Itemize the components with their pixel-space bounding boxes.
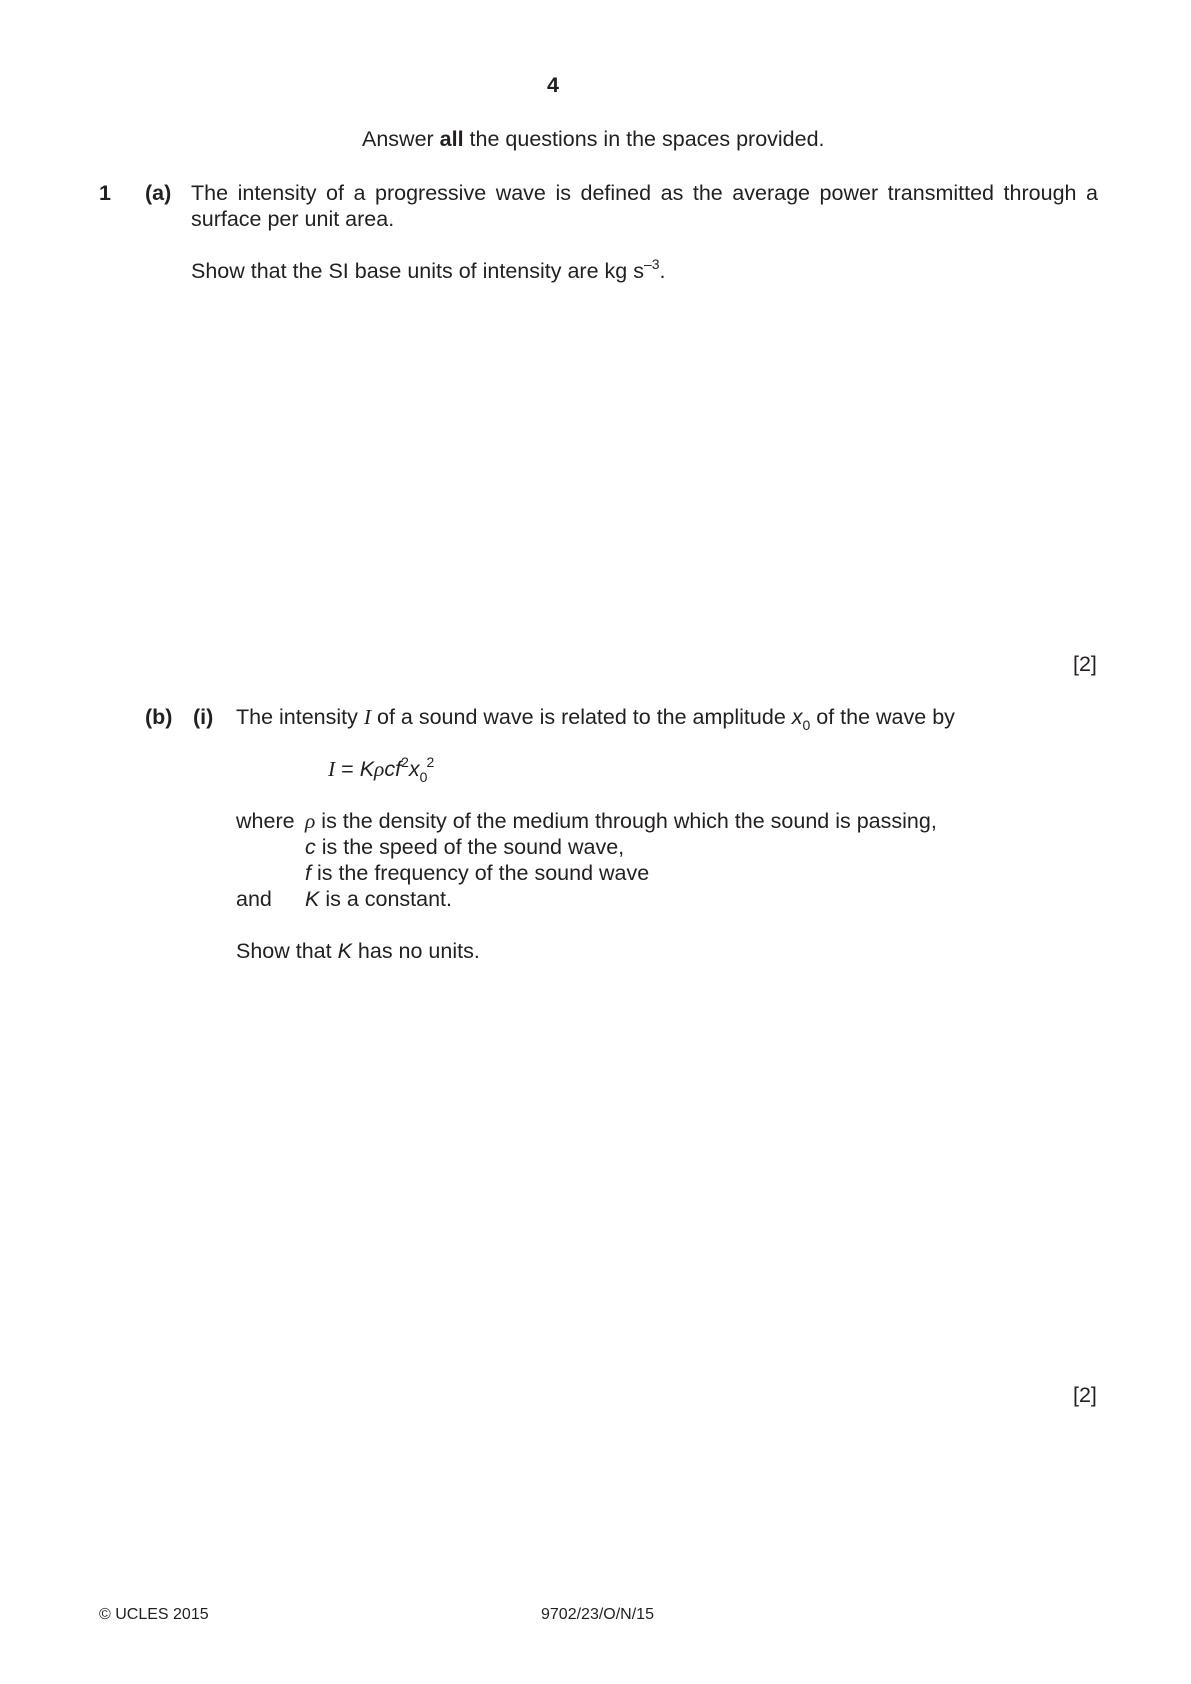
def-c-text: is the speed of the sound wave, — [315, 835, 625, 859]
where-label: where — [236, 809, 295, 833]
eq-K: K — [359, 757, 375, 781]
instruction-pre: Answer — [362, 127, 440, 151]
part-b-marks: [2] — [1073, 1383, 1097, 1407]
intro-mid: of a sound wave is related to the amplitude — [371, 705, 792, 729]
part-b-show-that — [236, 939, 480, 964]
def-K-text: is a constant. — [319, 887, 452, 911]
answer-space-b-i[interactable] — [236, 975, 1098, 1365]
footer-paper-code: 9702/23/O/N/15 — [541, 1606, 654, 1623]
intro-post: of the wave by — [810, 705, 955, 729]
answer-space-a[interactable] — [191, 295, 1098, 635]
def-f-symbol: f — [305, 861, 311, 885]
eq-rho: ρ — [374, 757, 385, 781]
part-a-line1: The intensity of a progressive wave is defined as the average power transmitted through a — [191, 181, 1098, 205]
eq-f-exponent: 2 — [401, 754, 409, 770]
instruction-post: the questions in the spaces provided. — [463, 127, 825, 151]
def-rho-symbol: ρ — [305, 809, 316, 833]
intensity-equation — [328, 754, 435, 785]
show-post: has no units. — [351, 939, 480, 963]
eq-c: c — [384, 757, 396, 781]
part-a-show-text: Show that the SI base units of intensity are kg s — [191, 259, 644, 283]
intro-x-subscript: 0 — [802, 717, 811, 733]
page-number: 4 — [547, 73, 559, 97]
show-K-symbol: K — [337, 939, 352, 963]
def-K-symbol: K — [305, 887, 320, 911]
part-a-show-exponent: –3 — [643, 256, 660, 272]
definition-K — [305, 887, 452, 912]
part-a-label: (a) — [145, 181, 172, 205]
part-a-show-end: . — [659, 259, 666, 283]
eq-x: x — [408, 757, 420, 781]
part-a-show-that — [191, 256, 666, 284]
and-label: and — [236, 887, 272, 911]
definition-c — [305, 835, 624, 860]
def-c-symbol: c — [305, 835, 316, 859]
part-a-line2: surface per unit area. — [191, 207, 395, 231]
def-f-text: is the frequency of the sound wave — [310, 861, 650, 885]
intro-I-symbol: I — [363, 705, 372, 729]
part-a-marks: [2] — [1073, 652, 1097, 676]
eq-x-subscript: 0 — [419, 769, 428, 785]
eq-equals: = — [335, 757, 360, 781]
footer-copyright: © UCLES 2015 — [99, 1606, 209, 1623]
definition-rho — [305, 809, 937, 834]
part-b-sub-label: (i) — [193, 705, 214, 729]
part-b-label: (b) — [145, 705, 173, 729]
part-b-intro — [236, 705, 955, 733]
intro-x-symbol: x — [791, 705, 803, 729]
eq-f: f — [395, 757, 402, 781]
definition-f — [305, 861, 649, 886]
eq-x-exponent: 2 — [426, 754, 435, 770]
instruction-line — [362, 127, 825, 152]
def-rho-text: is the density of the medium through which the sound is passing, — [315, 809, 937, 833]
intro-pre: The intensity — [236, 705, 364, 729]
instruction-bold: all — [439, 127, 464, 151]
question-number: 1 — [99, 181, 111, 205]
eq-I: I — [328, 757, 336, 781]
show-pre: Show that — [236, 939, 338, 963]
